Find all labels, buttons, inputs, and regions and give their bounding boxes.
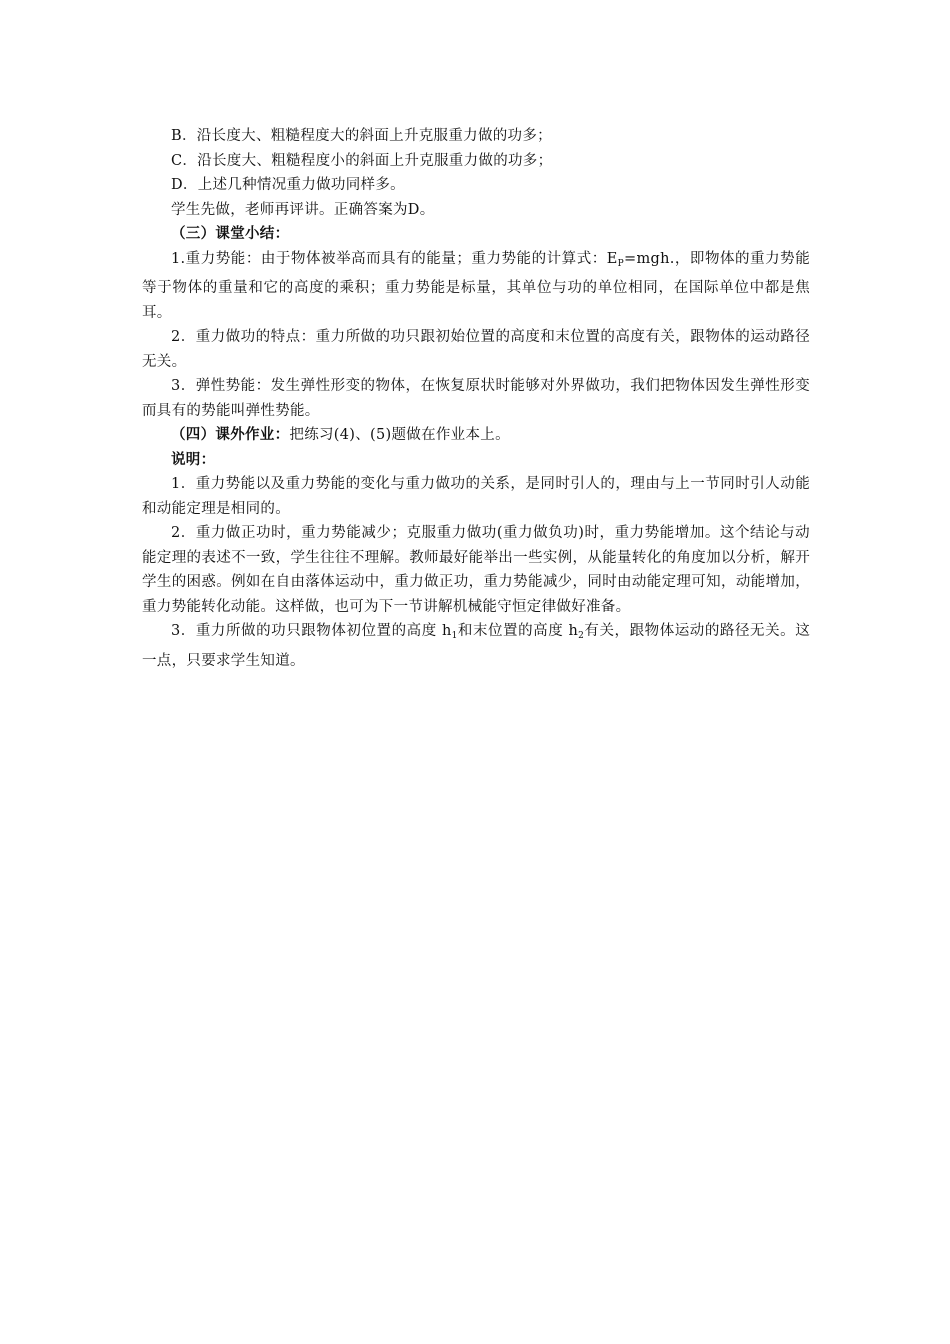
summary-1-subscript: P <box>617 258 625 269</box>
summary-item-2: 2．重力做功的特点：重力所做的功只跟初始位置的高度和末位置的高度有关，跟物体的运动路径无关。 <box>142 329 810 370</box>
summary-item-1 <box>142 247 810 326</box>
note-3-part-2: 和末位置的高度 h <box>457 623 579 639</box>
note-3-subscript-2: 2 <box>578 631 585 641</box>
homework-text: 把练习(4)、(5)题做在作业本上。 <box>289 427 510 443</box>
option-b: B．沿长度大、粗糙程度大的斜面上升克服重力做的功多； <box>171 128 552 144</box>
summary-1-text-before: 1.重力势能：由于物体被举高而具有的能量；重力势能的计算式：E <box>171 250 618 267</box>
homework <box>142 423 810 448</box>
note-3-subscript-1: 1 <box>451 631 458 641</box>
note-3-part-1: 3．重力所做的功只跟物体初位置的高度 h <box>171 623 452 639</box>
note-item-3 <box>142 619 810 673</box>
option-c: C．沿长度大、粗糙程度小的斜面上升克服重力做的功多； <box>171 152 553 169</box>
note-item-1: 1．重力势能以及重力势能的变化与重力做功的关系，是同时引人的，理由与上一节同时引人动能和动能定理是相同的。 <box>142 476 810 517</box>
note-3-part-3: 有关，跟物体运动的路径无关。这一点，只要求学生知道。 <box>142 623 811 669</box>
option-d: D．上述几种情况重力做功同样多。 <box>171 177 405 193</box>
answer-note: 学生先做，老师再评讲。正确答案为D。 <box>171 201 435 218</box>
summary-1-text-after: =mgh.，即物体的重力势能等于物体的重量和它的高度的乘积；重力势能是标量，其单位与功的单位相同，在国际单位中都是焦耳。 <box>142 250 810 321</box>
notes-heading: 说明： <box>171 450 216 468</box>
summary-item-3: 3．弹性势能：发生弹性形变的物体，在恢复原状时能够对外界做功，我们把物体因发生弹性形变而具有的势能叫弹性势能。 <box>142 378 810 419</box>
document-body <box>142 124 810 673</box>
homework-heading: （四）课外作业： <box>171 426 290 443</box>
note-item-2: 2．重力做正功时，重力势能减少；克服重力做功(重力做负功)时，重力势能增加。这个结论与动能定理的表述不一致，学生往往不理解。教师最好能举出一些实例，从能量转化的角度加以分析，解开学生的困惑。例如在自由落体运动中，重力做正功，重力势能减少，同时由动能定理可知，动能增加，重力势能转化动能。这样做，也可为下一节讲解机械能守恒定律做好准备。 <box>142 525 810 615</box>
summary-heading: （三）课堂小结： <box>171 225 290 242</box>
